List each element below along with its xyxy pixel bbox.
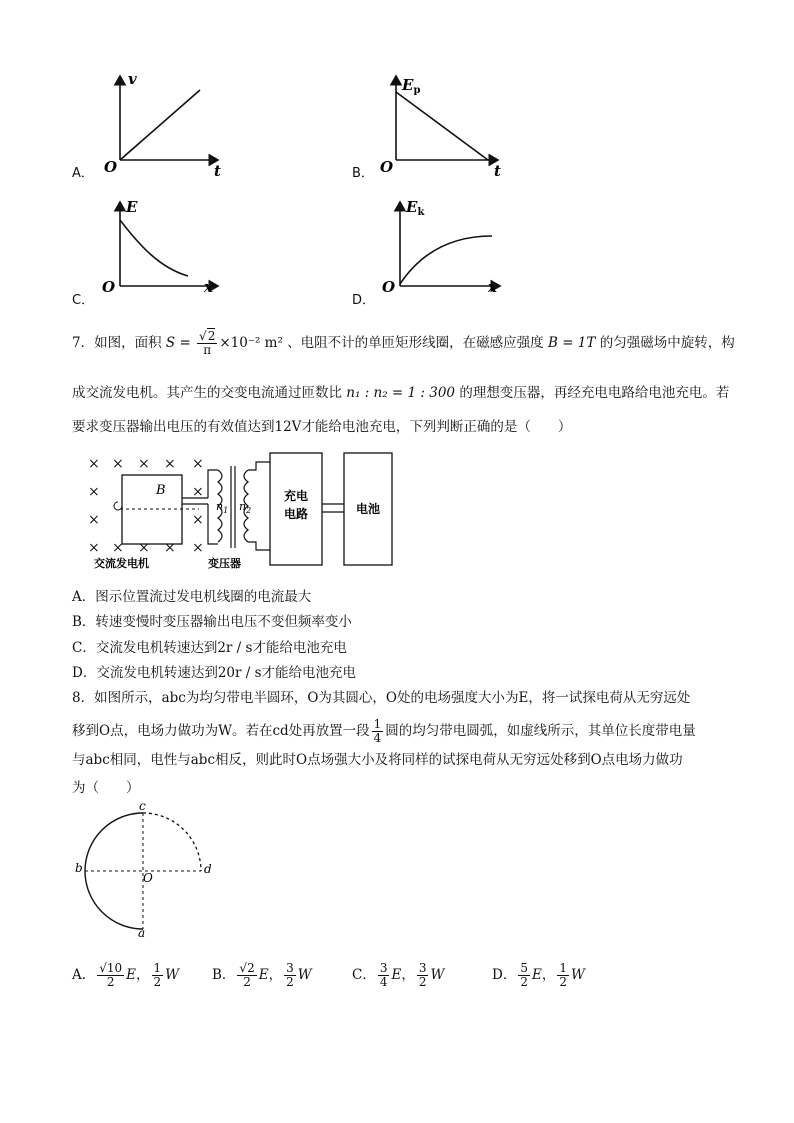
n2-label: $n_2$ [239, 500, 252, 515]
battery-leads [322, 504, 344, 512]
charging-label-line2: 电路 [283, 507, 309, 521]
point-a: a [138, 926, 146, 940]
q7-line3: 要求变压器输出电压的有效值达到12V才能给电池充电，下列判断正确的是（ ） [72, 419, 572, 435]
axis-t: t [214, 162, 221, 178]
svg-text:×: × [112, 540, 124, 556]
option-d-label: D． [352, 293, 376, 308]
graph-b [376, 68, 506, 178]
svg-text:×: × [192, 484, 204, 500]
q7-option-b: B．转速变慢时变压器输出电压不变但频率变小 [72, 614, 352, 630]
axis-x: x [204, 278, 213, 296]
svg-text:×: × [192, 456, 204, 472]
option-c-label: C． [72, 293, 95, 308]
graph-a [100, 68, 230, 178]
graph-d [380, 194, 510, 304]
svg-text:×: × [88, 456, 100, 472]
q8-line1: 8．如图所示，abc为均匀带电半圆环，O为其圆心，O处的电场强度大小为E，将一试探电荷从无穷远处 [72, 690, 691, 706]
v-t-line [120, 90, 200, 160]
svg-text:×: × [112, 456, 124, 472]
transformer-label: 变压器 [208, 557, 241, 570]
option-b-label: B． [352, 166, 374, 181]
origin-o: O [382, 278, 396, 296]
q7-figure [84, 448, 404, 570]
q8-line3: 与abc相同，电性与abc相反，则此时O点场强大小及将同样的试探电荷从无穷远处移到O点电场力做功 [72, 752, 683, 768]
q8-option-a: A． $\frac{√10}{2}$ E， $\frac{1}{2}$ W [72, 961, 180, 990]
point-b: b [75, 861, 83, 875]
q8-option-c: C． $\frac{3}{4}$ E， $\frac{3}{2}$ W [352, 961, 445, 990]
rotation-arrow-icon [114, 502, 122, 510]
q8-line2: 移到O点，电场力做功为W。若在cd处再放置一段 $\frac{1}{4}$ 圆的均匀带电圆弧，如虚线所示，其单位长度带电量 [72, 717, 696, 746]
q7-line1: 7．如图，面积 S = $\frac{√2}{\pi}$ ×10⁻² m² 、电阻不计的单匝矩形线圈，在磁感应强度 B = 1T 的匀强磁场中旋转，构 [72, 329, 735, 358]
point-c: c [139, 800, 146, 813]
svg-text:×: × [192, 540, 204, 556]
option-a-label: A． [72, 166, 94, 181]
quarter-fraction: $\frac{1}{4}$ [373, 717, 382, 746]
origin-o: O [102, 278, 116, 296]
battery-label: 电池 [355, 502, 381, 516]
area-fraction: $\frac{√2}{\pi}$ [199, 329, 216, 358]
center-o: O [143, 871, 153, 885]
svg-text:×: × [88, 484, 100, 500]
q8-option-b: B． $\frac{√2}{2}$ E， $\frac{3}{2}$ W [212, 961, 312, 990]
axis-e: E [126, 198, 138, 216]
q7-line2: 成交流发电机。其产生的交变电流通过匝数比 n₁ : n₂ = 1 : 300 的理想变压器，再经充电电路给电池充电。若 [72, 385, 730, 401]
ek-x-curve [400, 236, 492, 284]
magnetic-field-crosses [88, 456, 204, 556]
ep-t-line [396, 92, 488, 160]
charging-label-line1: 充电 [283, 489, 309, 503]
svg-text:×: × [88, 512, 100, 528]
quarter-arc-cd [143, 813, 201, 871]
q7-option-a: A．图示位置流过发电机线圈的电流最大 [72, 589, 312, 605]
point-d: d [204, 862, 212, 876]
e-x-curve [120, 220, 188, 276]
svg-text:×: × [192, 512, 204, 528]
svg-text:×: × [88, 540, 100, 556]
q7-option-c: C．交流发电机转速达到2r / s才能给电池充电 [72, 640, 347, 656]
q8-option-d: D． $\frac{5}{2}$ E， $\frac{1}{2}$ W [492, 961, 585, 990]
field-b-label: B [156, 483, 166, 498]
axis-v: v [128, 70, 137, 88]
axis-t: t [494, 162, 501, 178]
q8-line4: 为（ ） [72, 780, 140, 796]
q8-figure [70, 800, 230, 940]
origin-o: O [104, 158, 118, 176]
axis-x: x [488, 278, 497, 296]
generator-label: 交流发电机 [94, 557, 149, 570]
svg-text:×: × [164, 540, 176, 556]
n1-label: $n_1$ [216, 500, 229, 515]
svg-text:×: × [164, 456, 176, 472]
secondary-leads [248, 462, 270, 550]
q7-option-d: D．交流发电机转速达到20r / s才能给电池充电 [72, 665, 357, 681]
axis-ek: $E_k$ [406, 198, 425, 218]
origin-o: O [380, 158, 394, 176]
svg-text:×: × [138, 456, 150, 472]
axis-ep: $E_p$ [402, 76, 421, 96]
graph-c [100, 194, 230, 304]
svg-text:×: × [138, 540, 150, 556]
